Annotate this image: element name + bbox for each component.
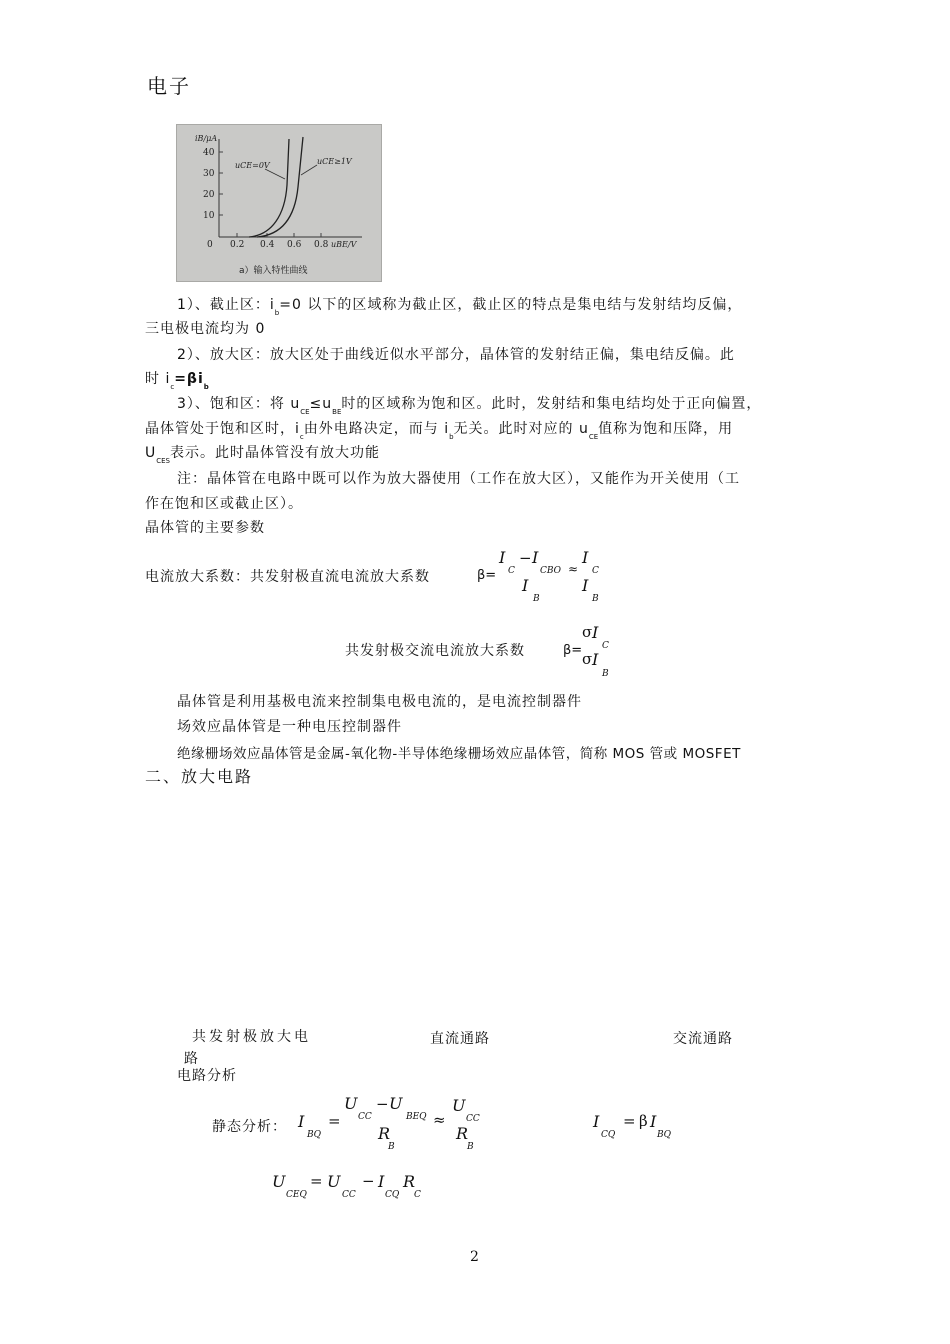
- x-axis-label: uBE/V: [331, 240, 357, 249]
- x-tick-0-8: 0.8: [314, 240, 329, 250]
- analysis-title: 电路分析: [177, 1068, 237, 1084]
- symbol: I: [592, 650, 599, 669]
- beta-dc-eq: β=: [477, 568, 497, 583]
- subscript: B: [602, 669, 609, 679]
- text: 晶体管处于饱和区时，i: [145, 421, 300, 437]
- operator: =: [623, 1112, 636, 1130]
- para-active-line2: [145, 368, 209, 391]
- symbol: U: [389, 1094, 403, 1113]
- subscript: BEQ: [406, 1112, 427, 1122]
- curve1-label: uCE=0V: [235, 161, 270, 170]
- text: 1）、截止区：i: [177, 297, 275, 313]
- subscript: CE: [588, 433, 599, 441]
- subscript: CQ: [601, 1130, 616, 1140]
- symbol: I: [592, 623, 599, 642]
- text: 无关。此时对应的 u: [453, 421, 589, 437]
- symbol: U: [327, 1172, 341, 1191]
- operator: σ: [582, 650, 593, 668]
- subscript: C: [414, 1190, 421, 1200]
- subscript: C: [602, 641, 609, 651]
- subscript: b: [203, 383, 209, 391]
- operator: −: [376, 1095, 389, 1113]
- x-tick-0-2: 0.2: [230, 240, 245, 250]
- y-tick-40: 40: [203, 148, 215, 158]
- symbol: I: [582, 548, 589, 567]
- symbol: I: [650, 1112, 657, 1131]
- text: ≤u: [309, 396, 333, 412]
- ibq-formula: [296, 1094, 496, 1158]
- static-label: 静态分析：: [212, 1119, 287, 1135]
- beta-dc-formula: [494, 548, 614, 608]
- text: 值称为饱和压降，用: [598, 421, 734, 437]
- line-mosfet: 绝缘栅场效应晶体管是金属-氧化物-半导体绝缘栅场效应晶体管，简称 MOS 管或 MOSFET: [177, 746, 741, 762]
- para-saturation-line3: [145, 442, 381, 465]
- subscript: b: [274, 309, 280, 317]
- subscript: b: [449, 433, 454, 441]
- symbol: I: [298, 1112, 305, 1131]
- operator: =: [310, 1172, 323, 1190]
- subscript: c: [299, 433, 304, 441]
- icq-formula: [593, 1110, 713, 1144]
- subscript: B: [388, 1142, 395, 1152]
- subscript: CC: [358, 1112, 372, 1122]
- section-amplifier-title: 二、放大电路: [145, 767, 254, 786]
- symbol: I: [582, 576, 589, 595]
- symbol: R: [456, 1124, 469, 1143]
- para-saturation-line2: [145, 418, 734, 441]
- symbol: I: [522, 576, 529, 595]
- text: 表示。此时晶体管没有放大功能: [170, 445, 381, 461]
- symbol: U: [452, 1096, 466, 1115]
- text: 由外电路决定，而与 i: [303, 421, 450, 437]
- operator: =: [328, 1112, 341, 1130]
- label-ac-path: 交流通路: [673, 1031, 733, 1047]
- subscript: BQ: [657, 1130, 671, 1140]
- label-dc-path: 直流通路: [430, 1031, 490, 1047]
- y-tick-0: 0: [207, 240, 213, 250]
- beta-dc-label: 电流放大系数：共发射极直流电流放大系数: [145, 569, 430, 585]
- text: =0 以下的区域称为截止区，截止区的特点是集电结与发射结均反偏，: [279, 297, 743, 313]
- subscript: C: [508, 566, 515, 576]
- y-axis-label: iB/μA: [195, 134, 218, 143]
- label-ce-amplifier: 共发射极放大电: [192, 1029, 311, 1045]
- symbol: I: [378, 1172, 385, 1191]
- para-active-line1: 2）、放大区：放大区处于曲线近似水平部分，晶体管的发射结正偏，集电结反偏。此: [177, 347, 735, 363]
- symbol: U: [344, 1094, 358, 1113]
- curve-uce-ge-1v: [257, 137, 303, 237]
- page-number: 2: [470, 1249, 479, 1265]
- figure-caption: a）输入特性曲线: [239, 266, 308, 276]
- text: 3）、饱和区：将 u: [177, 396, 301, 412]
- operator: ≈: [568, 562, 579, 576]
- subscript: CC: [342, 1190, 356, 1200]
- y-tick-10: 10: [203, 211, 215, 221]
- subscript: BE: [332, 408, 342, 416]
- subscript: CES: [156, 457, 171, 465]
- symbol: R: [403, 1172, 416, 1191]
- subscript: B: [592, 594, 599, 604]
- symbol: β: [639, 1112, 648, 1130]
- subscript: CQ: [385, 1190, 400, 1200]
- line-current-control: 晶体管是利用基极电流来控制集电极电流的，是电流控制器件: [177, 694, 582, 710]
- subscript: CEQ: [286, 1190, 307, 1200]
- text: 时 i: [145, 371, 171, 387]
- symbol: R: [378, 1124, 391, 1143]
- text: =βi: [174, 371, 204, 387]
- symbol: I: [499, 548, 506, 567]
- input-characteristic-figure: [176, 124, 382, 282]
- para-saturation-line1: [177, 393, 762, 416]
- label-ce-amplifier-cont: 路: [184, 1051, 199, 1067]
- input-characteristic-plot: [177, 125, 381, 281]
- symbol: I: [532, 548, 539, 567]
- curve-uce-0v: [249, 139, 289, 237]
- line-fet: 场效应晶体管是一种电压控制器件: [177, 719, 402, 735]
- text: 时的区域称为饱和区。此时，发射结和集电结均处于正向偏置，: [341, 396, 762, 412]
- x-tick-0-6: 0.6: [287, 240, 302, 250]
- y-tick-30: 30: [203, 169, 215, 179]
- x-tick-0-4: 0.4: [260, 240, 275, 250]
- operator: ≈: [433, 1111, 446, 1129]
- text: U: [145, 445, 157, 461]
- subscript: B: [533, 594, 540, 604]
- operator: σ: [582, 623, 593, 641]
- subscript: CC: [466, 1114, 480, 1124]
- beta-ac-formula: [580, 622, 630, 682]
- subscript: c: [170, 383, 175, 391]
- page-title: 电子: [147, 74, 191, 98]
- subscript: B: [467, 1142, 474, 1152]
- symbol: I: [593, 1112, 600, 1131]
- uceq-formula: [272, 1170, 442, 1206]
- note-line2: 作在饱和区或截止区）。: [145, 496, 303, 512]
- para-cutoff-line1: [177, 294, 743, 317]
- beta-ac-label: 共发射极交流电流放大系数: [345, 643, 525, 659]
- para-cutoff-line2: 三电极电流均为 0: [145, 321, 266, 337]
- subscript: C: [592, 566, 599, 576]
- subscript: CE: [300, 408, 310, 416]
- curve2-label: uCE≥1V: [317, 157, 352, 166]
- subscript: CBO: [540, 566, 562, 576]
- symbol: U: [272, 1172, 286, 1191]
- subscript: BQ: [307, 1130, 321, 1140]
- operator: −: [519, 549, 532, 567]
- beta-ac-eq: β=: [563, 643, 583, 658]
- y-tick-20: 20: [203, 190, 215, 200]
- operator: −: [362, 1172, 375, 1190]
- note-line1: 注：晶体管在电路中既可以作为放大器使用（工作在放大区），又能作为开关使用（工: [177, 471, 740, 487]
- params-title: 晶体管的主要参数: [145, 520, 265, 536]
